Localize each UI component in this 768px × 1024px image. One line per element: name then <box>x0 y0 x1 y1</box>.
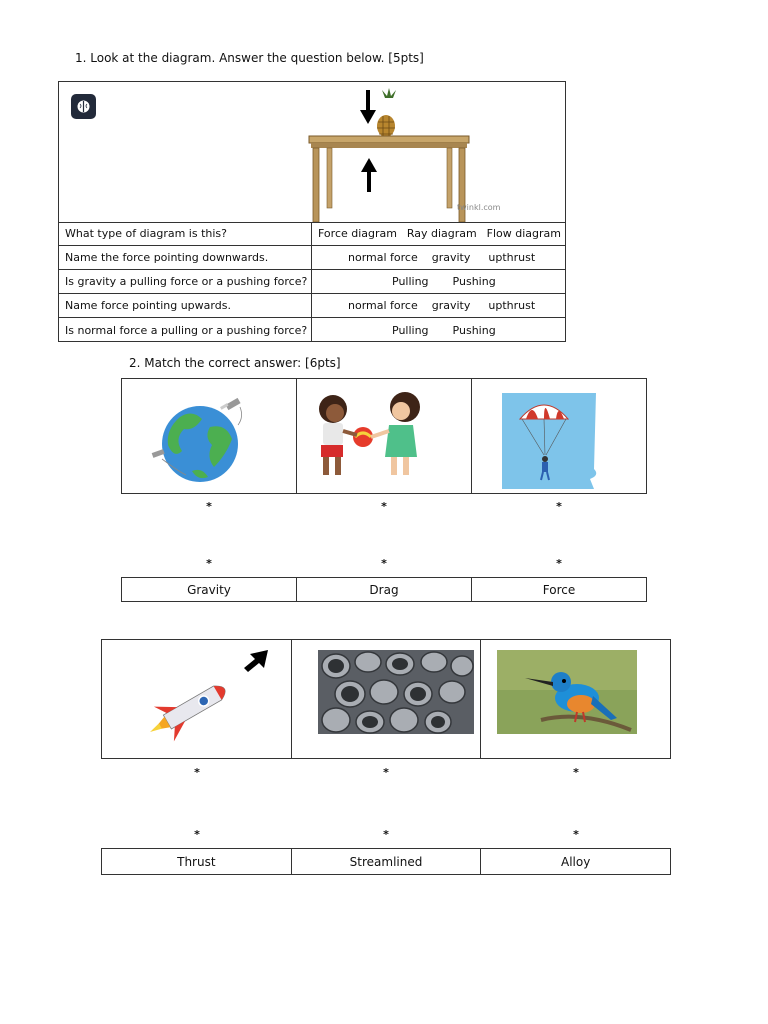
match-dot[interactable]: * <box>556 557 562 570</box>
answer-cell[interactable]: Streamlined <box>292 849 482 874</box>
question-text: Is normal force a pulling or a pushing force? <box>59 318 312 342</box>
watermark: twinkl.com <box>457 203 501 212</box>
children-pulling-image <box>297 379 472 493</box>
answer-row-1 <box>121 577 647 602</box>
question1-title: 1. Look at the diagram. Answer the question below. [5pts] <box>75 51 424 65</box>
rocket-image <box>102 640 292 758</box>
match-dot[interactable]: * <box>194 766 200 779</box>
image-row-1 <box>121 378 647 494</box>
pineapple-icon <box>377 88 396 137</box>
answer-option[interactable]: normal force <box>348 251 418 264</box>
answer-cell[interactable]: Alloy <box>561 854 591 869</box>
answer-row-2 <box>101 848 671 875</box>
match-dot[interactable]: * <box>573 828 579 841</box>
answer-option[interactable]: upthrust <box>488 251 536 264</box>
question-row <box>59 294 565 318</box>
image-row-2 <box>101 639 671 759</box>
up-arrow-icon <box>361 158 377 192</box>
match-dot[interactable]: * <box>194 828 200 841</box>
question-text: What type of diagram is this? <box>59 222 312 245</box>
down-arrow-icon <box>360 90 376 124</box>
answer-cell[interactable]: Gravity <box>122 578 297 601</box>
answer-cell[interactable]: Force <box>542 582 576 597</box>
earth-image <box>122 379 297 493</box>
question-row <box>59 222 565 246</box>
question-row <box>59 270 565 294</box>
answer-option[interactable]: Force diagram <box>318 227 397 240</box>
answer-option[interactable]: normal force <box>348 299 418 312</box>
match-dot[interactable]: * <box>381 500 387 513</box>
answer-option[interactable]: Pulling <box>392 323 429 337</box>
answer-option[interactable]: Pushing <box>452 275 496 288</box>
match-dot[interactable]: * <box>556 500 562 513</box>
question-row <box>59 246 565 270</box>
question1-table <box>58 81 566 342</box>
table-with-pineapple-illustration <box>299 88 479 222</box>
parachute-image <box>472 379 646 493</box>
force-diagram <box>59 82 565 223</box>
question-text: Name the force pointing downwards. <box>59 246 312 269</box>
answer-cell[interactable]: Thrust <box>102 849 292 874</box>
match-dot[interactable]: * <box>381 557 387 570</box>
kingfisher-image <box>481 640 670 758</box>
answer-option[interactable]: Ray diagram <box>406 227 477 240</box>
answer-option[interactable]: Pulling <box>392 275 429 288</box>
answer-option[interactable]: Pushing <box>452 323 496 337</box>
metal-pipes-image <box>292 640 482 758</box>
question-text: Is gravity a pulling force or a pushing force? <box>59 270 312 293</box>
match-dot[interactable]: * <box>573 766 579 779</box>
brain-icon <box>71 94 96 119</box>
match-dot[interactable]: * <box>206 500 212 513</box>
answer-option[interactable]: upthrust <box>488 299 536 312</box>
answer-option[interactable]: gravity <box>431 299 471 312</box>
question-row <box>59 318 565 342</box>
match-dot[interactable]: * <box>383 766 389 779</box>
answer-option[interactable]: Flow diagram <box>486 227 561 240</box>
question2-title: 2. Match the correct answer: [6pts] <box>129 356 341 370</box>
match-dot[interactable]: * <box>383 828 389 841</box>
question-text: Name force pointing upwards. <box>59 294 312 317</box>
answer-option[interactable]: gravity <box>431 251 471 264</box>
match-dot[interactable]: * <box>206 557 212 570</box>
answer-cell[interactable]: Drag <box>297 578 472 601</box>
